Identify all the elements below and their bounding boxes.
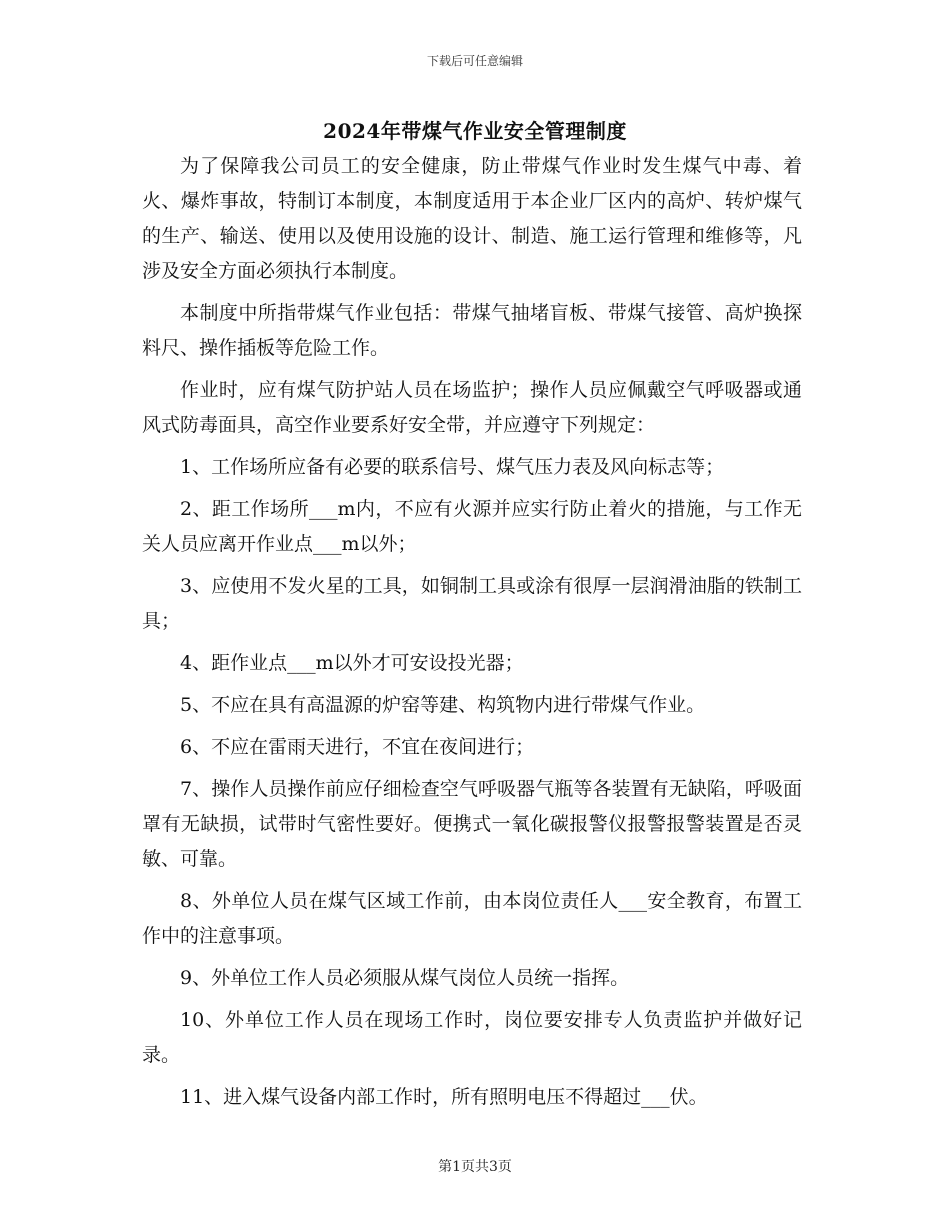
paragraph-scope: 本制度中所指带煤气作业包括：带煤气抽堵盲板、带煤气接管、高炉换探料尺、操作插板等危险工作。 bbox=[142, 302, 802, 359]
page-number: 第1页共3页 bbox=[438, 1159, 512, 1175]
rule-item-2: 2、距工作场所___m内，不应有火源并应实行防止着火的措施，与工作无关人员应离开作业点___m以外； bbox=[142, 498, 802, 555]
rule-item-9: 9、外单位工作人员必须服从煤气岗位人员统一指挥。 bbox=[180, 967, 630, 989]
rule-item-10: 10、外单位工作人员在现场工作时，岗位要安排专人负责监护并做好记录。 bbox=[142, 1009, 802, 1066]
document-title: 2024年带煤气作业安全管理制度 bbox=[323, 119, 627, 143]
rule-item-11: 11、进入煤气设备内部工作时，所有照明电压不得超过___伏。 bbox=[180, 1086, 708, 1108]
header-note: 下载后可任意编辑 bbox=[426, 54, 523, 68]
rule-item-8: 8、外单位人员在煤气区域工作前，由本岗位责任人___安全教育，布置工作中的注意事项。 bbox=[142, 890, 802, 947]
rule-item-5: 5、不应在具有高温源的炉窑等建、构筑物内进行带煤气作业。 bbox=[180, 694, 706, 716]
rule-item-3: 3、应使用不发火星的工具，如铜制工具或涂有很厚一层润滑油脂的铁制工具； bbox=[142, 575, 802, 632]
document-body bbox=[142, 149, 802, 1122]
rule-item-4: 4、距作业点___m以外才可安设投光器； bbox=[180, 652, 524, 674]
paragraph-requirements: 作业时，应有煤气防护站人员在场监护；操作人员应佩戴空气呼吸器或通风式防毒面具，高空作业要系好安全带，并应遵守下列规定： bbox=[142, 379, 802, 436]
rule-item-7: 7、操作人员操作前应仔细检查空气呼吸器气瓶等各装置有无缺陷，呼吸面罩有无缺损，试带时气密性要好。便携式一氧化碳报警仪报警报警装置是否灵敏、可靠。 bbox=[142, 778, 802, 870]
paragraph-intro: 为了保障我公司员工的安全健康，防止带煤气作业时发生煤气中毒、着火、爆炸事故，特制订本制度，本制度适用于本企业厂区内的高炉、转炉煤气的生产、输送、使用以及使用设施的设计、制造、施工运行管理和维修等，凡涉及安全方面必须执行本制度。 bbox=[142, 155, 802, 282]
rule-item-6: 6、不应在雷雨天进行，不宜在夜间进行； bbox=[180, 736, 535, 758]
rule-item-1: 1、工作场所应备有必要的联系信号、煤气压力表及风向标志等； bbox=[180, 456, 725, 478]
